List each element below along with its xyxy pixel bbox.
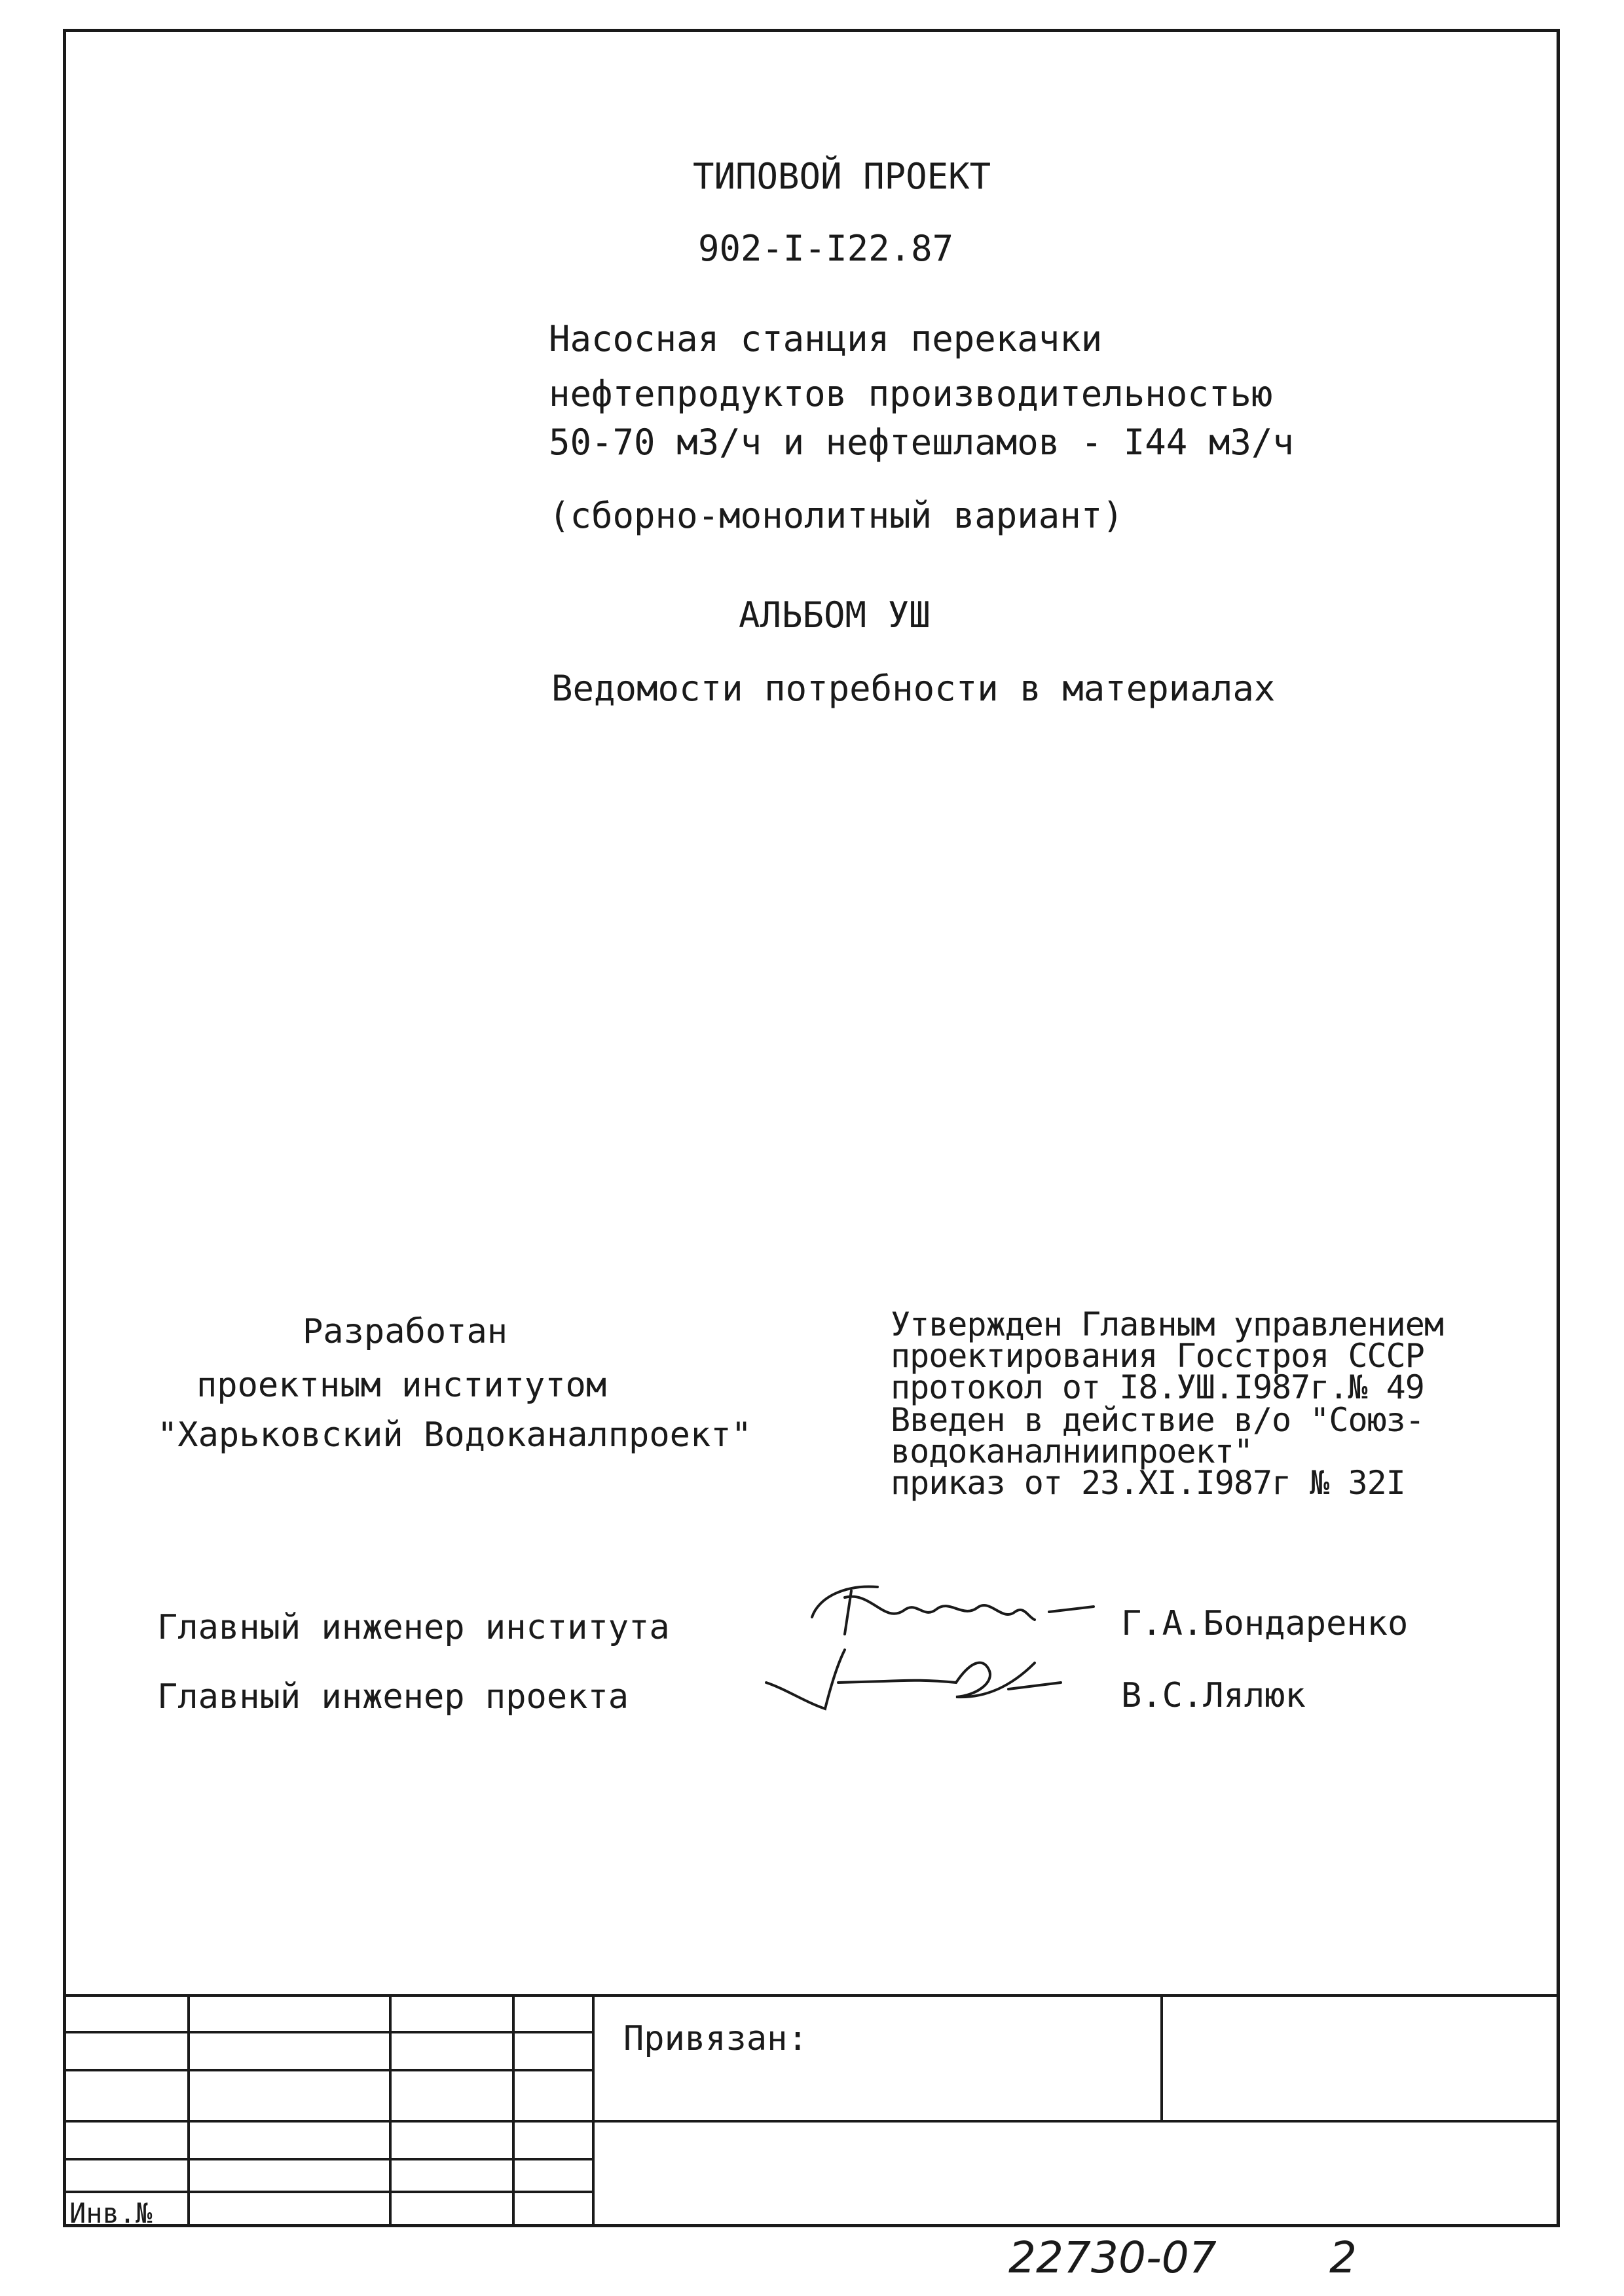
inventory-number-label: Инв.№ [69,2197,153,2229]
album-label: АЛЬБОМ УШ [739,594,931,636]
document-number: 22730-07 [1008,2232,1217,2283]
signature-bondarenko-icon [805,1571,1107,1643]
developer-line-3: "Харьковский Водоканалпроект" [157,1415,752,1455]
subject-line-1: Насосная станция перекачки [549,318,1103,359]
album-name: Ведомости потребности в материалах [551,668,1276,709]
title-stamp-block [63,1994,1560,2227]
approval-line-6: приказ от 23.XI.I987г № 32I [891,1464,1405,1502]
page-number: 2 [1329,2232,1357,2283]
project-number: 902-I-I22.87 [698,228,954,269]
approval-line-3: протокол от I8.УШ.I987г.№ 49 [891,1368,1424,1406]
chief-engineer-institute-name: Г.А.Бондаренко [1121,1604,1409,1643]
subject-line-3: 50-70 м3/ч и нефтешламов - I44 м3/ч [549,422,1294,463]
chief-engineer-project-label: Главный инженер проекта [157,1677,629,1717]
subject-line-2: нефтепродуктов производительностью [549,373,1273,414]
approval-line-1: Утвержден Главным управлением [891,1305,1443,1343]
chief-engineer-project-name: В.С.Лялюк [1121,1676,1306,1715]
chief-engineer-institute-label: Главный инженер института [157,1608,670,1647]
developer-line-2: проектным институтом [196,1366,607,1405]
bound-label: Привязан: [623,2019,808,2058]
developer-line-1: Разработан [303,1312,508,1351]
signature-lyalyuk-icon [760,1643,1107,1722]
approval-line-5: водоканалниипроект" [891,1432,1253,1470]
subject-variant: (сборно-монолитный вариант) [549,495,1124,536]
approval-line-4: Введен в действие в/о "Союз- [891,1401,1424,1439]
title-line-1: ТИПОВОЙ ПРОЕКТ [693,156,991,197]
approval-line-2: проектирования Госстроя СССР [891,1337,1424,1375]
